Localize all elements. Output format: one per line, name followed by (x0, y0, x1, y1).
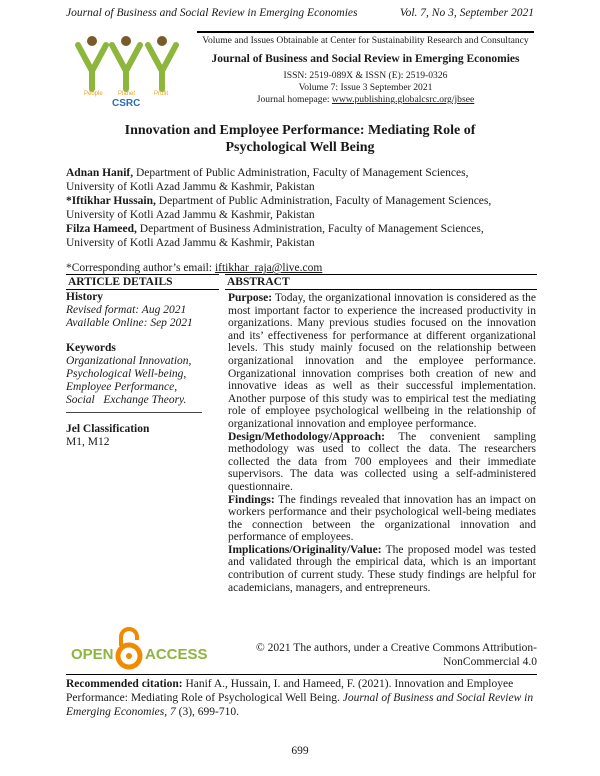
author-name: Filza Hameed, (66, 223, 137, 235)
homepage-label: Journal homepage: (256, 94, 332, 105)
abstract-purpose (228, 292, 536, 431)
logo-label-profit: Profit (154, 91, 169, 97)
running-journal-name: Journal of Business and Social Review in Emerging Economies (66, 7, 358, 19)
corresponding-email-link[interactable]: iftikhar_raja@live.com (214, 262, 323, 274)
keyword: Social Exchange Theory. (66, 394, 187, 406)
license-line1: © 2021 The authors, under a Creative Commons Attribution- (256, 642, 537, 654)
masthead-journal-title: Journal of Business and Social Review in Emerging Economies (211, 53, 520, 65)
logo-label-people: People (84, 91, 103, 97)
author-2-line2: University of Kotli Azad Jammu & Kashmir, Pakistan (66, 209, 315, 221)
citation-pages: (3), 699-710. (175, 706, 240, 718)
citation-label: Recommended citation: (66, 678, 183, 690)
open-access-logo (69, 626, 209, 670)
abstract-design (228, 431, 536, 494)
purpose-text: Today, the organizational innovation is considered as the most important factor to experience the increased productivity in organizations. Many previous studies focused on the innovation and its’ effectiveness for performance at different organizational levels. This study mainly focused on the relationship between organizational innovation and the employee performance. Organizational innovation comprises both creation of new and innovative ideas as well as their successful implementation. Another purpose of this study was to empirical test the mediating role of employee psychological wellbeing in the relationship of organizational innovation and employee performance. (228, 292, 536, 430)
people-figure (78, 36, 106, 89)
author-name: *Iftikhar Hussain, (66, 195, 156, 207)
keywords-label: Keywords (66, 342, 116, 354)
open-lock-icon (118, 629, 140, 667)
jel-codes: M1, M12 (66, 436, 110, 448)
revised-date: Revised format: Aug 2021 (66, 304, 187, 316)
author-affiliation: Department of Public Administration, Faculty of Management Sciences, (133, 167, 469, 179)
author-3-line2: University of Kotli Azad Jammu & Kashmir, Pakistan (66, 237, 315, 249)
open-access-left: OPEN (71, 646, 114, 663)
journal-masthead (193, 31, 534, 108)
running-header (66, 7, 534, 23)
citation-text: Hanif A., Hussain, I. and Hameed, F. (2021). Innovation and Employee Performance: Mediating Role of Psychological Well Being. (66, 678, 514, 704)
purpose-label: Purpose: (228, 292, 273, 304)
running-volume: Vol. 7, No 3, September 2021 (399, 7, 534, 19)
masthead-top-line: Volume and Issues Obtainable at Center for Sustainability Research and Consultancy (202, 35, 529, 46)
license-statement (245, 641, 537, 669)
implications-text: The proposed model was tested and validated through the empirical data, which is an important contribution of current study. These study findings are helpful for academicians, managers, and entrepreneurs. (228, 543, 536, 594)
author-1-line2: University of Kotli Azad Jammu & Kashmir, Pakistan (66, 181, 315, 193)
findings-text: The findings revealed that innovation has an impact on workers performance and their psychological well-being mediates the connection between the organizational innovation and performance of employees. (228, 493, 536, 544)
design-label: Design/Methodology/Approach: (228, 430, 385, 443)
abstract-heading: ABSTRACT (225, 274, 537, 290)
author-1-line1 (66, 166, 534, 180)
open-access-graphic (69, 626, 209, 670)
page-number: 699 (291, 745, 309, 757)
design-text: The convenient sampling methodology was used to collect the data. The researchers collected the data from 700 employees and their immediate supervisors. The data was collected using a self-administered questionnaire. (228, 430, 536, 493)
open-access-right: ACCESS (145, 646, 208, 663)
history-label: History (66, 291, 104, 303)
masthead-issn: ISSN: 2519-089X & ISSN (E): 2519-0326 (283, 70, 448, 81)
csrc-logo (66, 31, 193, 108)
article-details-heading: ARTICLE DETAILS (66, 274, 219, 290)
masthead-homepage (197, 94, 534, 105)
license-line2: NonCommercial 4.0 (443, 656, 537, 668)
citation-rule (66, 674, 537, 675)
author-name: Adnan Hanif, (66, 167, 134, 179)
logo-label-planet: Planet (118, 91, 136, 97)
csrc-logo-graphic (66, 31, 193, 108)
keyword: Psychological Well-being, (66, 368, 187, 380)
details-divider (66, 412, 202, 413)
paper-title: Innovation and Employee Performance: Mediating Role of Psychological Well Being (124, 123, 476, 155)
planet-figure (112, 36, 140, 89)
profit-figure (148, 36, 176, 89)
author-affiliation: Department of Public Administration, Faculty of Management Sciences, (155, 195, 492, 207)
abstract-findings (228, 494, 536, 544)
author-list (66, 166, 534, 250)
masthead-rule (197, 31, 534, 33)
masthead-volume: Volume 7: Issue 3 September 2021 (298, 82, 433, 93)
abstract-implications (228, 544, 536, 594)
corresponding-label: *Corresponding author’s email: (66, 262, 215, 274)
author-affiliation: Department of Business Administration, Faculty of Management Sciences, (136, 223, 484, 235)
recommended-citation (66, 677, 537, 719)
keyword: Employee Performance, (66, 381, 178, 393)
citation-journal: Journal of Business and Social Review in Emerging Economies, 7 (66, 692, 534, 718)
available-date: Available Online: Sep 2021 (66, 317, 193, 329)
homepage-link[interactable]: www.publishing.globalcsrc.org/jbsee (331, 94, 475, 105)
implications-label: Implications/Originality/Value: (228, 543, 382, 556)
author-3-line1 (66, 222, 534, 236)
logo-brand: CSRC (112, 98, 141, 108)
abstract-body (228, 292, 536, 594)
keyword: Organizational Innovation, (66, 355, 192, 367)
article-details (66, 291, 219, 449)
author-2-line1 (66, 194, 534, 208)
findings-label: Findings: (228, 493, 275, 506)
jel-label: Jel Classification (66, 423, 150, 435)
